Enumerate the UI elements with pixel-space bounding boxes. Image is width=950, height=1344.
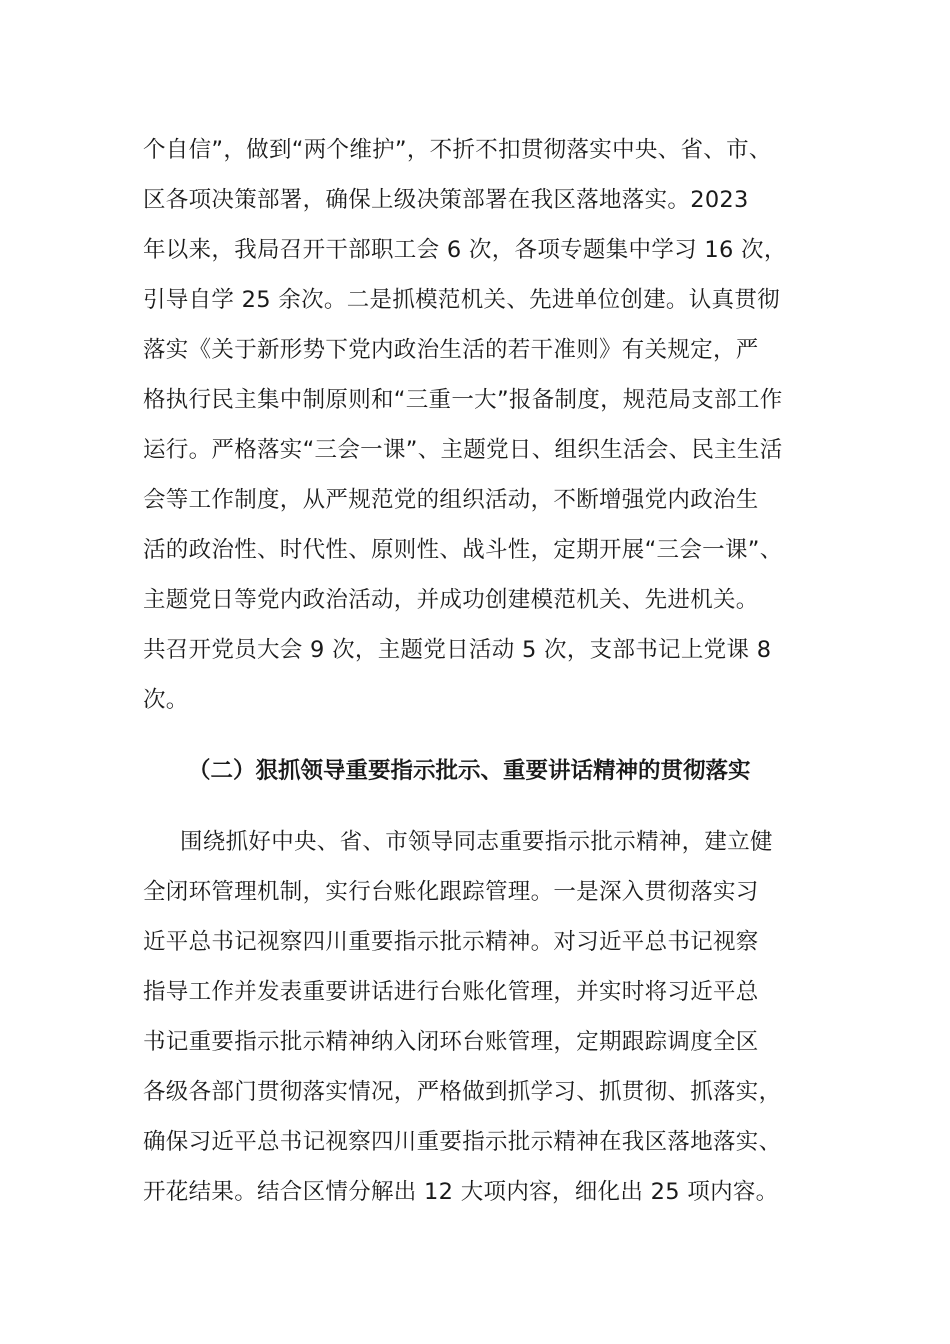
paragraph1-line-11: 共召开党员大会 9 次，主题党日活动 5 次，支部书记上党课 8 xyxy=(143,637,772,663)
paragraph1-line-1: 个自信”，做到“两个维护”，不折不扣贯彻落实中央、省、市、 xyxy=(143,137,772,163)
paragraph1-line-5: 落实《关于新形势下党内政治生活的若干准则》有关规定，严 xyxy=(143,337,759,363)
paragraph1-line-12: 次。 xyxy=(143,687,189,713)
paragraph2-line-2: 全闭环管理机制，实行台账化跟踪管理。一是深入贯彻落实习 xyxy=(143,879,759,905)
paragraph1-line-2: 区各项决策部署，确保上级决策部署在我区落地落实。2023 xyxy=(143,187,749,213)
paragraph2-line-1: 围绕抓好中央、省、市领导同志重要指示批示精神，建立健 xyxy=(180,829,773,855)
paragraph1-line-9: 活的政治性、时代性、原则性、战斗性，定期开展“三会一课”、 xyxy=(143,537,783,563)
paragraph2-line-6: 各级各部门贯彻落实情况，严格做到抓学习、抓贯彻、抓落实， xyxy=(143,1079,782,1105)
paragraph1-line-10: 主题党日等党内政治活动，并成功创建模范机关、先进机关。 xyxy=(143,587,759,613)
paragraph1-line-7: 运行。严格落实“三会一课”、主题党日、组织生活会、民主生活 xyxy=(143,437,783,463)
paragraph2-line-4: 指导工作并发表重要讲话进行台账化管理，并实时将习近平总 xyxy=(143,979,759,1005)
paragraph1-line-4: 引导自学 25 余次。二是抓模范机关、先进单位创建。认真贯彻 xyxy=(143,287,780,313)
paragraph1-line-6: 格执行民主集中制原则和“三重一大”报备制度，规范局支部工作 xyxy=(143,387,783,413)
section-heading: （二）狠抓领导重要指示批示、重要讲话精神的贯彻落实 xyxy=(188,758,751,784)
paragraph2-line-8: 开花结果。结合区情分解出 12 大项内容，细化出 25 项内容。 xyxy=(143,1179,779,1205)
paragraph1-line-8: 会等工作制度，从严规范党的组织活动，不断增强党内政治生 xyxy=(143,487,759,513)
paragraph2-line-7: 确保习近平总书记视察四川重要指示批示精神在我区落地落实、 xyxy=(143,1129,782,1155)
paragraph1-line-3: 年以来，我局召开干部职工会 6 次，各项专题集中学习 16 次， xyxy=(143,237,787,263)
paragraph2-line-3: 近平总书记视察四川重要指示批示精神。对习近平总书记视察 xyxy=(143,929,759,955)
paragraph2-line-5: 书记重要指示批示精神纳入闭环台账管理，定期跟踪调度全区 xyxy=(143,1029,759,1055)
